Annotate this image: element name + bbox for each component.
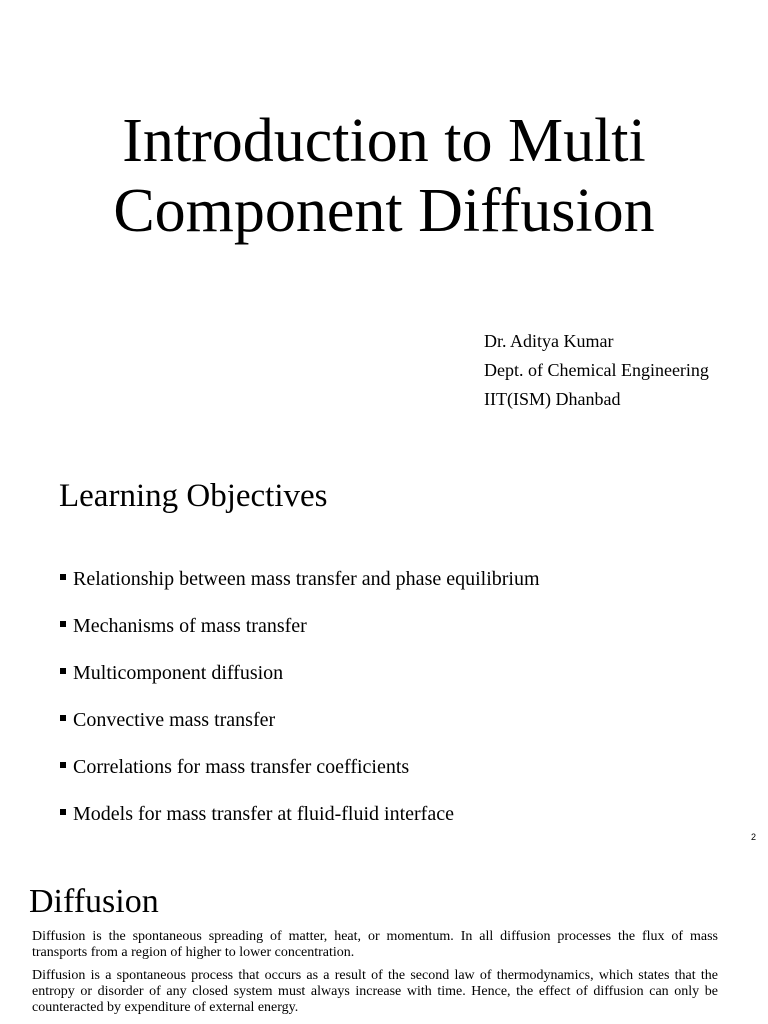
diffusion-paragraph-2: Diffusion is a spontaneous process that occurs as a result of the second law of thermodynamics, which states that the entropy or disorder of any closed system must always increase with time. Hence, the effect of diffusion can only be counteracted by expenditure of external energy. <box>32 968 718 1015</box>
list-item <box>59 705 540 752</box>
objective-text: Mechanisms of mass transfer <box>73 615 307 637</box>
objective-text: Convective mass transfer <box>73 709 276 731</box>
bullet-square-icon <box>60 621 66 627</box>
author-name: Dr. Aditya Kumar <box>484 331 614 351</box>
list-item <box>59 611 540 658</box>
diffusion-paragraph-1: Diffusion is the spontaneous spreading of matter, heat, or momentum. In all diffusion processes the flux of mass transports from a region of higher to lower concentration. <box>32 929 718 960</box>
objectives-heading: Learning Objectives <box>59 478 328 514</box>
list-item <box>59 799 540 846</box>
objective-text: Multicomponent diffusion <box>73 662 284 684</box>
author-block <box>484 327 709 414</box>
list-item <box>59 752 540 799</box>
objective-text: Relationship between mass transfer and phase equilibrium <box>73 568 540 590</box>
title-line-2: Component Diffusion <box>113 177 655 245</box>
objective-text: Correlations for mass transfer coefficients <box>73 756 410 778</box>
bullet-square-icon <box>60 809 66 815</box>
bullet-square-icon <box>60 715 66 721</box>
title-slide <box>0 0 768 440</box>
title-line-1: Introduction to Multi <box>122 107 646 175</box>
learning-objectives-slide <box>0 440 768 860</box>
bullet-square-icon <box>60 574 66 580</box>
objectives-list <box>59 564 540 846</box>
bullet-square-icon <box>60 762 66 768</box>
bullet-square-icon <box>60 668 66 674</box>
author-institute: IIT(ISM) Dhanbad <box>484 389 621 409</box>
list-item <box>59 564 540 611</box>
list-item <box>59 658 540 705</box>
author-department: Dept. of Chemical Engineering <box>484 360 709 380</box>
diffusion-heading: Diffusion <box>29 883 159 920</box>
objective-text: Models for mass transfer at fluid-fluid interface <box>73 803 454 825</box>
diffusion-slide <box>0 860 768 1024</box>
presentation-title <box>0 106 768 246</box>
page-number: 2 <box>750 832 756 842</box>
